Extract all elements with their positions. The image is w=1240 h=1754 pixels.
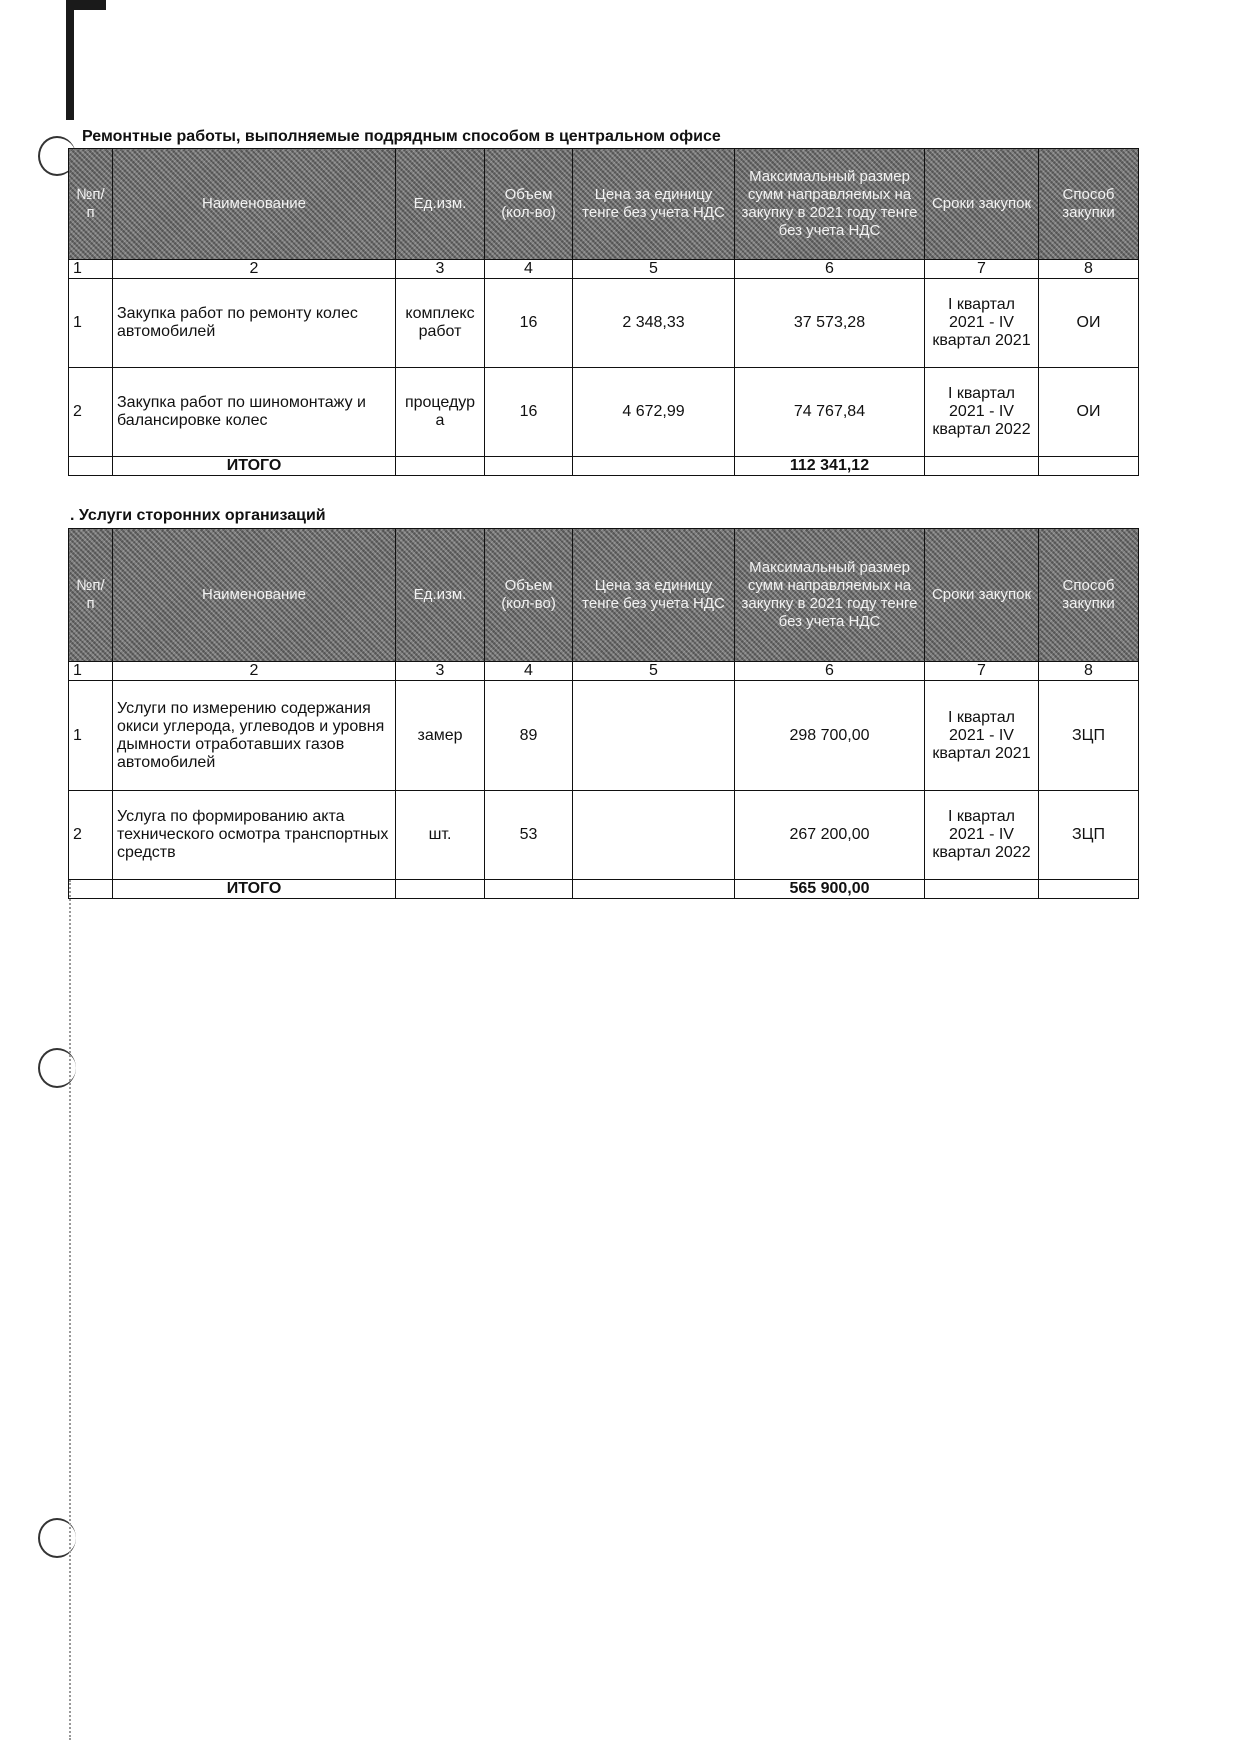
empty-cell <box>925 880 1039 899</box>
header-cell: Сроки закупок <box>925 149 1039 260</box>
table-row <box>69 681 1139 791</box>
empty-cell <box>396 880 485 899</box>
row-term: I квартал 2021 - IV квартал 2022 <box>925 791 1039 880</box>
total-row <box>69 880 1139 899</box>
row-method: ЗЦП <box>1039 791 1139 880</box>
column-number: 6 <box>735 662 925 681</box>
row-qty: 16 <box>485 279 573 368</box>
section2-title: . Услуги сторонних организаций <box>70 507 326 524</box>
row-method: ОИ <box>1039 279 1139 368</box>
row-number: 1 <box>69 279 113 368</box>
row-name: Услуги по измерению содержания окиси углерода, углеводов и уровня дымности отработавших газов автомобилей <box>113 681 396 791</box>
section1-title: Ремонтные работы, выполняемые подрядным способом в центральном офисе <box>82 128 721 145</box>
empty-cell <box>69 880 113 899</box>
total-sum: 112 341,12 <box>735 457 925 476</box>
column-number: 2 <box>113 260 396 279</box>
header-cell: Цена за единицу тенге без учета НДС <box>573 149 735 260</box>
row-price: 2 348,33 <box>573 279 735 368</box>
header-cell: №п/п <box>69 149 113 260</box>
table-header-row <box>69 529 1139 662</box>
row-qty: 16 <box>485 368 573 457</box>
row-number: 2 <box>69 368 113 457</box>
column-number: 4 <box>485 662 573 681</box>
row-qty: 53 <box>485 791 573 880</box>
column-number-row <box>69 260 1139 279</box>
column-number: 1 <box>69 662 113 681</box>
header-cell: Максимальный размер сумм направляемых на закупку в 2021 году тенге без учета НДС <box>735 529 925 662</box>
column-number: 7 <box>925 260 1039 279</box>
total-row <box>69 457 1139 476</box>
row-name: Услуга по формированию акта технического осмотра транспортных средств <box>113 791 396 880</box>
empty-cell <box>1039 457 1139 476</box>
column-number: 1 <box>69 260 113 279</box>
row-price <box>573 791 735 880</box>
row-method: ЗЦП <box>1039 681 1139 791</box>
row-price: 4 672,99 <box>573 368 735 457</box>
total-label: ИТОГО <box>113 457 396 476</box>
row-number: 1 <box>69 681 113 791</box>
header-cell: Объем (кол-во) <box>485 529 573 662</box>
header-cell: №п/п <box>69 529 113 662</box>
column-number: 5 <box>573 260 735 279</box>
column-number: 7 <box>925 662 1039 681</box>
empty-cell <box>573 880 735 899</box>
header-cell: Сроки закупок <box>925 529 1039 662</box>
empty-cell <box>1039 880 1139 899</box>
column-number: 6 <box>735 260 925 279</box>
column-number: 4 <box>485 260 573 279</box>
header-cell: Наименование <box>113 149 396 260</box>
section2-table <box>68 528 1139 899</box>
row-method: ОИ <box>1039 368 1139 457</box>
row-sum: 74 767,84 <box>735 368 925 457</box>
row-unit: замер <box>396 681 485 791</box>
header-cell: Способ закупки <box>1039 149 1139 260</box>
row-name: Закупка работ по ремонту колес автомобилей <box>113 279 396 368</box>
row-term: I квартал 2021 - IV квартал 2021 <box>925 681 1039 791</box>
row-sum: 298 700,00 <box>735 681 925 791</box>
column-number: 3 <box>396 662 485 681</box>
row-price <box>573 681 735 791</box>
column-number: 2 <box>113 662 396 681</box>
empty-cell <box>485 457 573 476</box>
total-label: ИТОГО <box>113 880 396 899</box>
table-row <box>69 279 1139 368</box>
empty-cell <box>573 457 735 476</box>
row-sum: 37 573,28 <box>735 279 925 368</box>
row-term: I квартал 2021 - IV квартал 2022 <box>925 368 1039 457</box>
margin-line <box>69 880 71 1740</box>
section1-table <box>68 148 1139 476</box>
empty-cell <box>69 457 113 476</box>
row-term: I квартал 2021 - IV квартал 2021 <box>925 279 1039 368</box>
row-unit: процедур а <box>396 368 485 457</box>
column-number: 5 <box>573 662 735 681</box>
row-unit: шт. <box>396 791 485 880</box>
table-header-row <box>69 149 1139 260</box>
empty-cell <box>485 880 573 899</box>
header-cell: Максимальный размер сумм направляемых на закупку в 2021 году тенге без учета НДС <box>735 149 925 260</box>
scan-edge-mark <box>66 0 74 120</box>
row-number: 2 <box>69 791 113 880</box>
header-cell: Наименование <box>113 529 396 662</box>
empty-cell <box>396 457 485 476</box>
header-cell: Объем (кол-во) <box>485 149 573 260</box>
scan-edge-mark-top <box>66 0 106 10</box>
table-row <box>69 368 1139 457</box>
header-cell: Ед.изм. <box>396 529 485 662</box>
header-cell: Способ закупки <box>1039 529 1139 662</box>
row-unit: комплекс работ <box>396 279 485 368</box>
total-sum: 565 900,00 <box>735 880 925 899</box>
table-row <box>69 791 1139 880</box>
header-cell: Цена за единицу тенге без учета НДС <box>573 529 735 662</box>
row-sum: 267 200,00 <box>735 791 925 880</box>
header-cell: Ед.изм. <box>396 149 485 260</box>
row-qty: 89 <box>485 681 573 791</box>
empty-cell <box>925 457 1039 476</box>
column-number-row <box>69 662 1139 681</box>
row-name: Закупка работ по шиномонтажу и балансировке колес <box>113 368 396 457</box>
column-number: 3 <box>396 260 485 279</box>
column-number: 8 <box>1039 662 1139 681</box>
column-number: 8 <box>1039 260 1139 279</box>
